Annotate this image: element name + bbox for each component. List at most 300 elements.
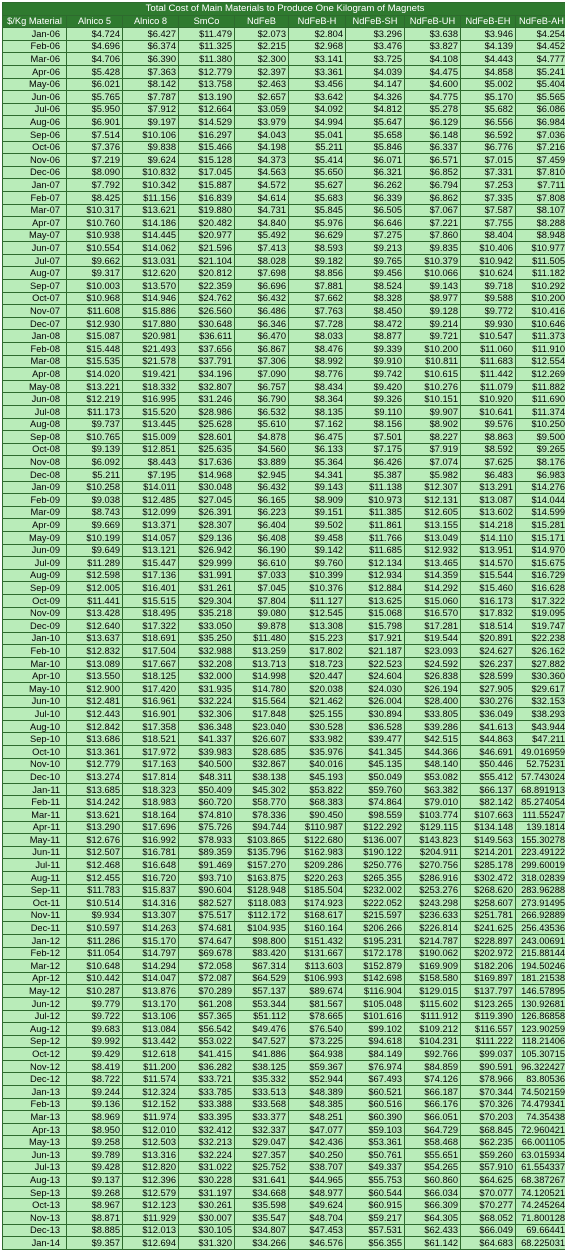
cost-cell: 69.66441 bbox=[516, 1224, 565, 1237]
cost-cell: 63.015934 bbox=[516, 1149, 565, 1162]
cost-cell: $31.022 bbox=[179, 1161, 235, 1174]
cost-cell: $5.428 bbox=[67, 65, 123, 78]
date-cell: Mar-13 bbox=[3, 1111, 67, 1124]
cost-cell: $5.627 bbox=[289, 179, 346, 192]
cost-cell: $21.578 bbox=[123, 355, 179, 368]
cost-cell: $7.912 bbox=[123, 103, 179, 116]
cost-cell: $10.646 bbox=[516, 317, 565, 330]
cost-cell: $7.195 bbox=[123, 468, 179, 481]
cost-cell: $47.077 bbox=[289, 1123, 346, 1136]
cost-cell: $20.482 bbox=[179, 217, 235, 230]
cost-cell: $6.404 bbox=[235, 519, 289, 532]
cost-cell: 126.86858 bbox=[516, 1010, 565, 1023]
cost-cell: $21.462 bbox=[289, 695, 346, 708]
cost-cell: $90.450 bbox=[289, 809, 346, 822]
cost-cell: $12.131 bbox=[405, 494, 461, 507]
cost-cell: $131.667 bbox=[289, 947, 346, 960]
cost-cell: $7.711 bbox=[516, 179, 565, 192]
cost-cell: $14.276 bbox=[516, 481, 565, 494]
cost-cell: 123.90259 bbox=[516, 1023, 565, 1036]
cost-cell: $6.427 bbox=[123, 28, 179, 41]
cost-cell: $6.223 bbox=[235, 506, 289, 519]
cost-cell: $17.832 bbox=[461, 607, 516, 620]
table-row bbox=[3, 191, 565, 204]
table-row bbox=[3, 267, 565, 280]
cost-cell: $10.641 bbox=[461, 406, 516, 419]
cost-cell: $16.992 bbox=[123, 834, 179, 847]
table-row bbox=[3, 620, 565, 633]
cost-cell: $8.948 bbox=[516, 229, 565, 242]
cost-cell: $14.970 bbox=[516, 544, 565, 557]
cost-cell: $28.400 bbox=[405, 695, 461, 708]
cost-cell: $17.848 bbox=[235, 708, 289, 721]
cost-cell: $33.982 bbox=[289, 733, 346, 746]
table-row bbox=[3, 305, 565, 318]
cost-cell: $6.505 bbox=[346, 204, 405, 217]
cost-cell: $106.993 bbox=[289, 972, 346, 985]
cost-cell: $57.365 bbox=[179, 1010, 235, 1023]
cost-cell: $7.860 bbox=[405, 229, 461, 242]
cost-cell: $11.138 bbox=[346, 481, 405, 494]
cost-cell: $14.780 bbox=[235, 683, 289, 696]
cost-cell: $9.878 bbox=[235, 620, 289, 633]
date-cell: Dec-12 bbox=[3, 1073, 67, 1086]
cost-cell: $78.665 bbox=[289, 1010, 346, 1023]
date-cell: Nov-10 bbox=[3, 758, 67, 771]
cost-cell: $8.863 bbox=[461, 431, 516, 444]
date-cell: Jul-12 bbox=[3, 1010, 67, 1023]
cost-cell: $4.614 bbox=[235, 191, 289, 204]
table-row bbox=[3, 884, 565, 897]
cost-cell: $10.514 bbox=[67, 897, 123, 910]
table-row bbox=[3, 582, 565, 595]
column-header: NdFeB-H bbox=[289, 15, 346, 28]
cost-cell: $16.648 bbox=[123, 859, 179, 872]
cost-cell: $21.187 bbox=[346, 645, 405, 658]
table-row bbox=[3, 229, 565, 242]
cost-cell: $60.915 bbox=[346, 1199, 405, 1212]
cost-cell: $2.300 bbox=[235, 53, 289, 66]
cost-cell: $8.950 bbox=[67, 1123, 123, 1136]
cost-cell: $15.798 bbox=[346, 620, 405, 633]
cost-cell: $11.385 bbox=[346, 506, 405, 519]
cost-cell: $8.969 bbox=[67, 1111, 123, 1124]
date-cell: Aug-13 bbox=[3, 1174, 67, 1187]
cost-cell: $9.760 bbox=[289, 557, 346, 570]
cost-cell: $5.278 bbox=[405, 103, 461, 116]
cost-cell: $12.676 bbox=[67, 834, 123, 847]
cost-cell: $9.143 bbox=[289, 481, 346, 494]
date-cell: Apr-11 bbox=[3, 821, 67, 834]
cost-cell: $10.003 bbox=[67, 280, 123, 293]
cost-cell: $25.155 bbox=[289, 708, 346, 721]
cost-cell: $4.443 bbox=[461, 53, 516, 66]
cost-cell: $2.073 bbox=[235, 28, 289, 41]
cost-cell: $14.529 bbox=[179, 116, 235, 129]
cost-cell: $74.647 bbox=[179, 934, 235, 947]
cost-cell: $13.170 bbox=[123, 997, 179, 1010]
cost-cell: $15.837 bbox=[123, 884, 179, 897]
cost-cell: $202.972 bbox=[461, 947, 516, 960]
cost-cell: $3.946 bbox=[461, 28, 516, 41]
cost-cell: $10.342 bbox=[123, 179, 179, 192]
cost-cell: $27.905 bbox=[461, 683, 516, 696]
cost-cell: $206.266 bbox=[346, 922, 405, 935]
date-cell: Apr-06 bbox=[3, 65, 67, 78]
cost-cell: $7.587 bbox=[461, 204, 516, 217]
cost-cell: $30.276 bbox=[461, 695, 516, 708]
cost-cell: $6.790 bbox=[235, 393, 289, 406]
cost-cell: $2.215 bbox=[235, 40, 289, 53]
cost-cell: $129.115 bbox=[405, 821, 461, 834]
cost-cell: $4.724 bbox=[67, 28, 123, 41]
cost-cell: 139.1814 bbox=[516, 821, 565, 834]
cost-cell: $8.450 bbox=[346, 305, 405, 318]
cost-cell: $9.838 bbox=[123, 141, 179, 154]
cost-cell: $7.919 bbox=[405, 443, 461, 456]
cost-cell: 57.743024 bbox=[516, 771, 565, 784]
table-row bbox=[3, 922, 565, 935]
cost-cell: $10.258 bbox=[67, 481, 123, 494]
cost-cell: $9.765 bbox=[346, 254, 405, 267]
cost-cell: $116.557 bbox=[461, 1023, 516, 1036]
table-row bbox=[3, 909, 565, 922]
cost-cell: $15.171 bbox=[516, 531, 565, 544]
date-cell: May-06 bbox=[3, 78, 67, 91]
cost-cell: $64.683 bbox=[461, 1237, 516, 1250]
cost-cell: $12.468 bbox=[67, 859, 123, 872]
cost-cell: $190.122 bbox=[346, 846, 405, 859]
cost-cell: $4.840 bbox=[235, 217, 289, 230]
cost-cell: $49.476 bbox=[235, 1023, 289, 1036]
date-cell: Aug-12 bbox=[3, 1023, 67, 1036]
cost-cell: $7.376 bbox=[67, 141, 123, 154]
cost-cell: $285.178 bbox=[461, 859, 516, 872]
cost-cell: $13.686 bbox=[67, 733, 123, 746]
cost-cell: $35.976 bbox=[289, 746, 346, 759]
cost-cell: $14.292 bbox=[405, 582, 461, 595]
cost-cell: $12.010 bbox=[123, 1123, 179, 1136]
cost-cell: $11.910 bbox=[516, 343, 565, 356]
table-row bbox=[3, 746, 565, 759]
cost-cell: $9.139 bbox=[67, 443, 123, 456]
cost-cell: $7.514 bbox=[67, 128, 123, 141]
cost-cell: $11.200 bbox=[123, 1060, 179, 1073]
cost-cell: $60.860 bbox=[405, 1174, 461, 1187]
cost-cell: $38.293 bbox=[516, 708, 565, 721]
date-cell: Jul-06 bbox=[3, 103, 67, 116]
cost-cell: $28.986 bbox=[179, 406, 235, 419]
cost-cell: $8.856 bbox=[289, 267, 346, 280]
cost-cell: $12.934 bbox=[346, 569, 405, 582]
date-cell: May-10 bbox=[3, 683, 67, 696]
cost-cell: $7.792 bbox=[67, 179, 123, 192]
cost-cell: $3.296 bbox=[346, 28, 405, 41]
cost-cell: $26.391 bbox=[179, 506, 235, 519]
cost-cell: $209.286 bbox=[289, 859, 346, 872]
cost-cell: $33.805 bbox=[405, 708, 461, 721]
cost-cell: $7.763 bbox=[289, 305, 346, 318]
cost-cell: 181.21538 bbox=[516, 972, 565, 985]
cost-cell: $4.198 bbox=[235, 141, 289, 154]
cost-cell: $32.867 bbox=[235, 758, 289, 771]
cost-cell: $55.753 bbox=[346, 1174, 405, 1187]
cost-cell: $29.999 bbox=[179, 557, 235, 570]
cost-cell: $7.216 bbox=[516, 141, 565, 154]
date-cell: Feb-13 bbox=[3, 1098, 67, 1111]
table-row bbox=[3, 116, 565, 129]
cost-cell: $8.364 bbox=[289, 393, 346, 406]
table-row bbox=[3, 834, 565, 847]
date-cell: Jun-11 bbox=[3, 846, 67, 859]
cost-cell: $10.199 bbox=[67, 531, 123, 544]
cost-cell: $14.062 bbox=[123, 242, 179, 255]
table-row bbox=[3, 1161, 565, 1174]
cost-cell: $104.231 bbox=[405, 1035, 461, 1048]
cost-cell: 61.554337 bbox=[516, 1161, 565, 1174]
cost-cell: $61.142 bbox=[405, 1237, 461, 1250]
cost-cell: $5.241 bbox=[516, 65, 565, 78]
cost-cell: $42.436 bbox=[289, 1136, 346, 1149]
cost-cell: $35.547 bbox=[235, 1212, 289, 1225]
cost-cell: 74.120521 bbox=[516, 1186, 565, 1199]
cost-cell: $6.133 bbox=[289, 443, 346, 456]
cost-cell: $60.720 bbox=[179, 796, 235, 809]
cost-cell: $66.034 bbox=[405, 1186, 461, 1199]
date-cell: Sep-08 bbox=[3, 431, 67, 444]
cost-cell: $13.291 bbox=[461, 481, 516, 494]
cost-cell: $16.401 bbox=[123, 582, 179, 595]
cost-cell: $16.720 bbox=[123, 871, 179, 884]
cost-cell: $60.516 bbox=[346, 1098, 405, 1111]
cost-cell: $56.355 bbox=[346, 1237, 405, 1250]
cost-cell: $2.397 bbox=[235, 65, 289, 78]
cost-cell: $31.246 bbox=[179, 393, 235, 406]
date-cell: Feb-12 bbox=[3, 947, 67, 960]
cost-cell: $6.983 bbox=[516, 468, 565, 481]
table-row bbox=[3, 771, 565, 784]
cost-cell: $45.193 bbox=[289, 771, 346, 784]
table-row bbox=[3, 53, 565, 66]
date-cell: Oct-13 bbox=[3, 1199, 67, 1212]
cost-cell: 74.35438 bbox=[516, 1111, 565, 1124]
cost-cell: $12.598 bbox=[67, 569, 123, 582]
cost-cell: 130.92681 bbox=[516, 997, 565, 1010]
cost-cell: $12.507 bbox=[67, 846, 123, 859]
date-cell: Dec-13 bbox=[3, 1224, 67, 1237]
cost-cell: $143.823 bbox=[405, 834, 461, 847]
cost-cell: $12.605 bbox=[405, 506, 461, 519]
cost-cell: $40.500 bbox=[179, 758, 235, 771]
cost-cell: $35.218 bbox=[179, 607, 235, 620]
cost-cell: $7.459 bbox=[516, 154, 565, 167]
date-cell: Jun-12 bbox=[3, 997, 67, 1010]
cost-cell: $12.932 bbox=[405, 544, 461, 557]
date-cell: Oct-06 bbox=[3, 141, 67, 154]
cost-cell: $32.412 bbox=[179, 1123, 235, 1136]
cost-cell: $15.128 bbox=[179, 154, 235, 167]
cost-cell: $72.087 bbox=[179, 972, 235, 985]
cost-cell: $13.274 bbox=[67, 771, 123, 784]
cost-cell: $7.881 bbox=[289, 280, 346, 293]
cost-cell: $17.667 bbox=[123, 657, 179, 670]
cost-cell: $6.984 bbox=[516, 116, 565, 129]
table-row bbox=[3, 317, 565, 330]
cost-cell: $35.598 bbox=[235, 1199, 289, 1212]
cost-cell: $14.242 bbox=[67, 796, 123, 809]
cost-cell: $9.835 bbox=[405, 242, 461, 255]
cost-cell: $53.361 bbox=[346, 1136, 405, 1149]
cost-cell: $34.807 bbox=[235, 1224, 289, 1237]
cost-cell: $8.743 bbox=[67, 506, 123, 519]
cost-cell: $9.910 bbox=[346, 355, 405, 368]
cost-cell: $17.636 bbox=[179, 456, 235, 469]
cost-cell: $7.698 bbox=[235, 267, 289, 280]
cost-cell: $9.428 bbox=[67, 1161, 123, 1174]
cost-cell: $12.554 bbox=[516, 355, 565, 368]
date-cell: Sep-13 bbox=[3, 1186, 67, 1199]
cost-cell: $34.196 bbox=[179, 368, 235, 381]
cost-cell: $11.373 bbox=[516, 330, 565, 343]
cost-cell: $19.880 bbox=[179, 204, 235, 217]
cost-cell: $12.123 bbox=[123, 1199, 179, 1212]
cost-cell: 194.50246 bbox=[516, 960, 565, 973]
cost-cell: $9.662 bbox=[67, 254, 123, 267]
cost-cell: $10.648 bbox=[67, 960, 123, 973]
date-cell: Dec-07 bbox=[3, 317, 67, 330]
cost-cell: $12.694 bbox=[123, 1237, 179, 1250]
cost-cell: 85.274054 bbox=[516, 796, 565, 809]
cost-cell: $5.610 bbox=[235, 418, 289, 431]
cost-cell: $12.099 bbox=[123, 506, 179, 519]
cost-cell: $13.371 bbox=[123, 519, 179, 532]
cost-cell: $13.361 bbox=[67, 746, 123, 759]
date-cell: Feb-11 bbox=[3, 796, 67, 809]
cost-cell: 96.322427 bbox=[516, 1060, 565, 1073]
cost-cell: $8.472 bbox=[346, 317, 405, 330]
cost-cell: $19.544 bbox=[405, 632, 461, 645]
table-row bbox=[3, 1111, 565, 1124]
cost-cell: $10.376 bbox=[289, 582, 346, 595]
table-row bbox=[3, 506, 565, 519]
date-cell: Nov-13 bbox=[3, 1212, 67, 1225]
cost-cell: $22.359 bbox=[179, 280, 235, 293]
date-cell: Dec-08 bbox=[3, 468, 67, 481]
cost-cell: $195.231 bbox=[346, 934, 405, 947]
cost-cell: $83.420 bbox=[235, 947, 289, 960]
cost-cell: $8.871 bbox=[67, 1212, 123, 1225]
cost-cell: $157.270 bbox=[235, 859, 289, 872]
cost-cell: 74.502159 bbox=[516, 1086, 565, 1099]
cost-cell: $9.038 bbox=[67, 494, 123, 507]
cost-cell: $60.521 bbox=[346, 1086, 405, 1099]
cost-cell: $10.106 bbox=[123, 128, 179, 141]
date-cell: Nov-06 bbox=[3, 154, 67, 167]
cost-cell: $28.599 bbox=[461, 670, 516, 683]
cost-cell: $35.250 bbox=[179, 632, 235, 645]
cost-cell: $4.812 bbox=[346, 103, 405, 116]
cost-cell: $3.889 bbox=[235, 456, 289, 469]
table-row bbox=[3, 481, 565, 494]
cost-cell: $7.219 bbox=[67, 154, 123, 167]
cost-cell: $11.974 bbox=[123, 1111, 179, 1124]
cost-cell: $7.804 bbox=[235, 594, 289, 607]
cost-cell: $9.182 bbox=[289, 254, 346, 267]
table-row bbox=[3, 418, 565, 431]
cost-cell: $6.071 bbox=[346, 154, 405, 167]
cost-cell: 68.387267 bbox=[516, 1174, 565, 1187]
cost-cell: $48.311 bbox=[179, 771, 235, 784]
cost-cell: $74.681 bbox=[179, 922, 235, 935]
cost-cell: $50.446 bbox=[461, 758, 516, 771]
cost-cell: $251.781 bbox=[461, 909, 516, 922]
table-row bbox=[3, 569, 565, 582]
cost-cell: $11.608 bbox=[67, 305, 123, 318]
cost-cell: $5.387 bbox=[346, 468, 405, 481]
table-row bbox=[3, 355, 565, 368]
date-cell: Sep-11 bbox=[3, 884, 67, 897]
cost-cell: $28.601 bbox=[179, 431, 235, 444]
cost-cell: $12.396 bbox=[123, 1174, 179, 1187]
cost-cell: $4.147 bbox=[346, 78, 405, 91]
cost-cell: $27.045 bbox=[179, 494, 235, 507]
table-row bbox=[3, 380, 565, 393]
cost-cell: 49.016959 bbox=[516, 746, 565, 759]
cost-cell: $4.696 bbox=[67, 40, 123, 53]
cost-cell: $6.021 bbox=[67, 78, 123, 91]
cost-cell: $59.367 bbox=[289, 1060, 346, 1073]
cost-cell: $12.779 bbox=[179, 65, 235, 78]
cost-cell: $3.979 bbox=[235, 116, 289, 129]
cost-cell: $3.642 bbox=[289, 91, 346, 104]
cost-cell: $6.408 bbox=[235, 531, 289, 544]
cost-cell: $12.545 bbox=[289, 607, 346, 620]
cost-cell: $66.049 bbox=[461, 1224, 516, 1237]
cost-cell: $18.164 bbox=[123, 809, 179, 822]
cost-cell: $19.747 bbox=[516, 620, 565, 633]
date-cell: Jan-10 bbox=[3, 632, 67, 645]
cost-cell: $33.513 bbox=[235, 1086, 289, 1099]
cost-cell: $9.649 bbox=[67, 544, 123, 557]
table-row bbox=[3, 645, 565, 658]
cost-cell: $13.602 bbox=[461, 506, 516, 519]
cost-cell: $14.946 bbox=[123, 292, 179, 305]
cost-cell: $13.307 bbox=[123, 909, 179, 922]
cost-cell: $44.863 bbox=[461, 733, 516, 746]
table-row bbox=[3, 657, 565, 670]
cost-cell: $16.961 bbox=[123, 695, 179, 708]
column-header: Alnico 5 bbox=[67, 15, 123, 28]
cost-cell: $58.468 bbox=[405, 1136, 461, 1149]
cost-cell: $9.110 bbox=[346, 406, 405, 419]
date-cell: Oct-09 bbox=[3, 594, 67, 607]
cost-cell: $103.865 bbox=[235, 834, 289, 847]
cost-cell: $241.625 bbox=[461, 922, 516, 935]
cost-cell: $6.571 bbox=[405, 154, 461, 167]
cost-cell: $122.680 bbox=[289, 834, 346, 847]
cost-cell: $4.994 bbox=[289, 116, 346, 129]
cost-cell: 283.96288 bbox=[516, 884, 565, 897]
cost-cell: $41.415 bbox=[179, 1048, 235, 1061]
cost-cell: $59.217 bbox=[346, 1212, 405, 1225]
cost-cell: $5.404 bbox=[516, 78, 565, 91]
cost-cell: $33.568 bbox=[235, 1098, 289, 1111]
cost-cell: 74.479341 bbox=[516, 1098, 565, 1111]
cost-cell: $70.077 bbox=[461, 1186, 516, 1199]
cost-cell: $12.219 bbox=[67, 393, 123, 406]
cost-cell: $17.921 bbox=[346, 632, 405, 645]
date-cell: Aug-11 bbox=[3, 871, 67, 884]
